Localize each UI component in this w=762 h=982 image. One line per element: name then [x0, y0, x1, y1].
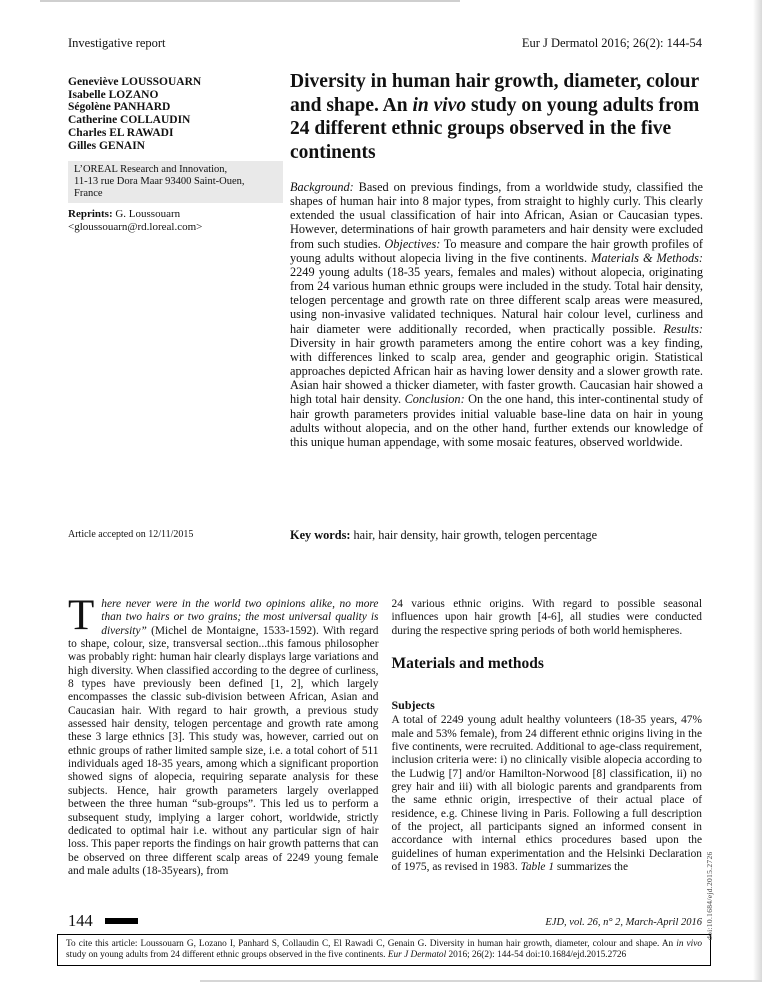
- citation-text: To cite this article: Loussouarn G, Lozano I, Panhard S, Collaudin C, El Rawadi C, Genain G. Diversity in human hair growth, diameter, colour and shape. An: [66, 939, 677, 949]
- author-name: Catherine COLLAUDIN: [68, 114, 191, 127]
- reprints-name: G. Loussouarn: [112, 208, 181, 220]
- reprints-label: Reprints:: [68, 208, 113, 220]
- subsection-heading-subjects: Subjects: [391, 698, 435, 713]
- keywords-line: [290, 528, 703, 543]
- subjects-text: summarizes the: [554, 861, 629, 874]
- section-heading-materials-methods: Materials and methods: [391, 655, 544, 673]
- citation-journal-italic: Eur J Dermatol: [387, 950, 447, 960]
- intro-text: (Michel de Montaigne, 1533-1592). With regard to shape, colour, size, transversal section...this famous philosopher was probably right: human hair clearly displays large variations and high diversity. When classified according to the degree of curliness, 8 types have previously been defined [1, 2], which largely encompasses the classic sub-division between African, Asian and Caucasian hair. With regard to hair growth, a previous study assessed hair density, telogen percentage and growth rate among these 3 large ethnics [3]. This study was, however, carried out on ethnic groups of rather limited sample size, i.e. a total cohort of 511 individuals aged 18-35 years, among which a significant proportion showed signs of alopecia, requiring separate analysis for these subjects. Hence, hair growth parameters largely overlapped between the three human “sub-groups”. This led us to perform a subsequent study, implying a larger cohort, worldwide, strictly dedicated to optimal hair i.e. without any particular sign of hair loss. This paper reports the findings on hair growth patterns that can be observed on three different scalp areas of 2249 young female and male adults (18-35years), from: [68, 624, 379, 877]
- journal-issue-line: EJD, vol. 26, n° 2, March-April 2016: [545, 917, 702, 928]
- subjects-text: A total of 2249 young adult healthy volunteers (18-35 years, 47% male and 53% female), from 24 different ethnic origins living in the five continents, were recruited. Additional to age-class requirement, inclusion criteria were: i) no clinically visible alopecia according to the Ludwig [7] and/or Hamilton-Norwood [8] classification, ii) no grey hair and iii) with all biologic parents and grandparents from the same ethnic origin, irrespective of their actual place of residence, e.g. Chinese living in Paris. Following a full description of the project, all participants signed an informed consent in accordance with internal ethics procedures based upon the guidelines of human experimentation and the Helsinki Declaration of 1975, as revised in 1983.: [391, 714, 702, 874]
- reprints-line: [68, 208, 283, 221]
- keywords-text: hair, hair density, hair growth, telogen percentage: [350, 528, 598, 542]
- subjects-paragraph: [392, 714, 703, 874]
- title-text: study on young adults from 24 different ethnic groups observed in the five continents: [290, 94, 700, 163]
- page-number-bar: [105, 918, 138, 924]
- affiliation-line: France: [74, 188, 103, 199]
- vertical-doi-text: doi:10.1684/ejd.2015.2726: [705, 851, 714, 940]
- page-number: 144: [68, 911, 93, 930]
- title-text: Diversity in human hair growth, diameter, colour and shape. An: [290, 71, 699, 116]
- abstract-conclusion-label: Conclusion:: [404, 392, 465, 407]
- citation-text: 2016; 26(2): 144-54 doi:10.1684/ejd.2015.2726: [446, 950, 627, 960]
- abstract-background-label: Background:: [290, 180, 354, 194]
- article-type-label: Investigative report: [68, 36, 166, 50]
- citation-text: study on young adults from 24 different ethnic groups observed in the five continents.: [66, 950, 388, 960]
- title-italic: in vivo: [412, 94, 467, 116]
- abstract-results-text: Diversity in hair growth parameters among the entire cohort was a key finding, with differences linked to scalp area, gender and geographic origin. Statistical approaches depicted African hair as having lower density and a slower growth rate. Asian hair showed a thicker diameter, with faster growth. Caucasian hair showed a high total hair density.: [290, 335, 703, 407]
- abstract: [290, 180, 703, 449]
- abstract-objectives-label: Objectives:: [384, 236, 441, 251]
- scan-edge-top: [40, 0, 460, 2]
- author-name: Isabelle LOZANO: [68, 88, 159, 101]
- author-name: Charles EL RAWADI: [68, 126, 174, 139]
- citation-italic: in vivo: [676, 939, 702, 949]
- abstract-objectives-text: To measure and compare the hair growth profiles of young adults without alopecia living in the five continents.: [290, 236, 703, 265]
- abstract-results-label: Results:: [663, 321, 703, 336]
- affiliation-line: L’OREAL Research and Innovation,: [74, 164, 228, 175]
- abstract-methods-label: Materials & Methods:: [591, 250, 703, 265]
- dropcap: T: [68, 592, 95, 639]
- page-number-block: [68, 911, 138, 931]
- abstract-conclusion-text: On the one hand, this inter-continental study of hair growth parameters provides initial valuable base-line data on hair in young adults without alopecia, and on the other hand, further extends our knowledge of this unique human appendage, with some mosaic features, observed worldwide.: [290, 392, 703, 449]
- accepted-date: Article accepted on 12/11/2015: [68, 529, 194, 540]
- author-name: Geneviève LOUSSOUARN: [68, 76, 202, 88]
- author-name: Ségolène PANHARD: [68, 101, 171, 114]
- intro-paragraph: [68, 592, 379, 878]
- table1-reference: Table 1: [520, 861, 555, 874]
- authors-block: [68, 76, 283, 152]
- journal-reference: Eur J Dermatol 2016; 26(2): 144-54: [521, 36, 702, 50]
- affiliation-line: 11-13 rue Dora Maar 93400 Saint-Ouen,: [74, 176, 245, 187]
- body-column-left: [68, 592, 379, 878]
- citation-box: [57, 934, 711, 966]
- page-header: [68, 36, 702, 51]
- body-columns: [68, 592, 702, 878]
- abstract-background-text: Based on previous findings, from a worldwide study, classified the shapes of human hair into 8 major types, from straight to highly curly. This clearly extended the usual classification of hair into African, Asian or Caucasian types. However, determinations of hair growth parameters and hair density were excluded from such studies.: [290, 180, 703, 251]
- scan-edge-right: [753, 0, 762, 982]
- reprints-block: [68, 208, 283, 233]
- abstract-methods-text: 2249 young adults (18-35 years, females and males) without alopecia, originating from 24 various human ethnic groups were included in the study. Total hair density, telogen percentage and growth rate on three different scalp areas were measured, using non-invasive validated techniques. Natural hair colour level, curliness and hair diameter were additionally recorded, when practically possible.: [290, 264, 703, 336]
- seasonal-paragraph: 24 various ethnic origins. With regard to possible seasonal influences upon hair growth [4-6], all studies were conducted during the respective spring periods of both world hemispheres.: [391, 598, 702, 637]
- author-name: Gilles GENAIN: [68, 139, 145, 152]
- article-title: [290, 70, 703, 164]
- body-column-right: [392, 598, 703, 878]
- affiliation-box: [68, 161, 283, 203]
- keywords-label: Key words:: [290, 528, 351, 542]
- reprints-email: <gloussouarn@rd.loreal.com>: [68, 220, 203, 233]
- montaigne-quote: here never were in the world two opinions alike, no more than two hairs or two grains; the most universal quality is diversity”: [101, 598, 379, 637]
